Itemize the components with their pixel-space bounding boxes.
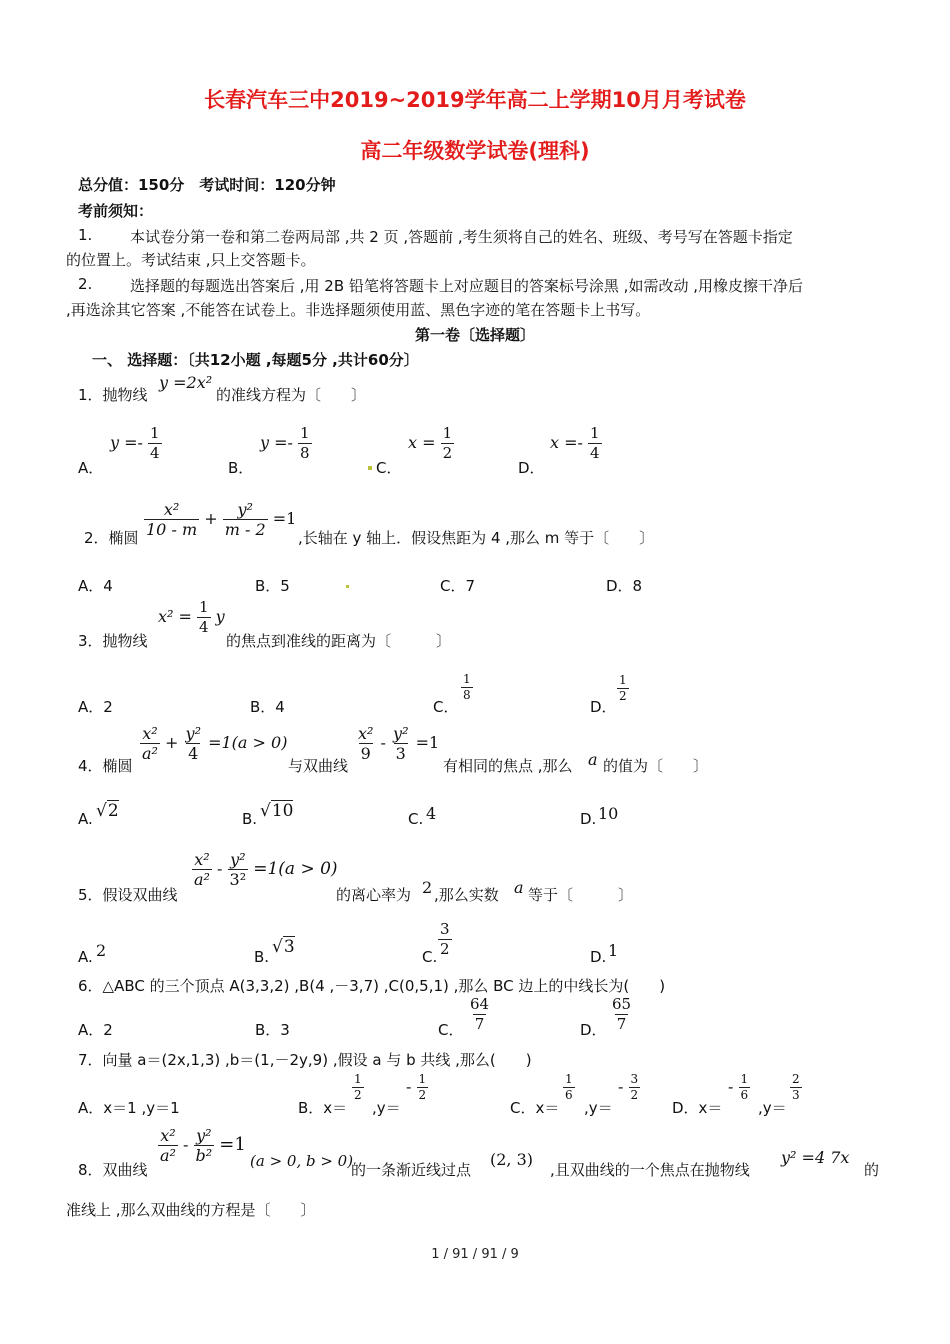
q7-d-ylabel: ,y＝ [758, 1099, 787, 1117]
q7-label-b: B．x＝ [298, 1099, 348, 1117]
q4-n1: x² [142, 724, 158, 743]
q8-n1: x² [160, 1126, 176, 1145]
q5-post1: ,那么实数 [434, 886, 499, 904]
q1-label-d: D． [518, 459, 545, 477]
q3-option-a: A．2 [78, 698, 113, 716]
q4-c-val: 4 [426, 804, 437, 823]
q5-label-c: C. [422, 948, 438, 966]
q5-d-val: 1 [608, 941, 619, 960]
q5-post2: 等于〔 〕 [528, 886, 634, 904]
q8-n2: y² [196, 1126, 212, 1145]
q4-a-val: 2 [107, 801, 119, 821]
q2-option-b: B．5 [255, 577, 290, 595]
speck-mark [368, 466, 372, 470]
exam-subtitle: 高二年级数学试卷(理科) [360, 139, 590, 163]
q5-mid: 的离心率为 [336, 886, 412, 904]
q3-den: 4 [199, 618, 209, 636]
q8-point: (2, 3) [490, 1150, 534, 1169]
q7-b-x [352, 1072, 364, 1103]
q4-label-b: B. [242, 810, 258, 828]
q7-c-x-den: 6 [565, 1088, 573, 1102]
q1-option-a [110, 424, 162, 463]
q5-cond: =1(a > 0) [253, 859, 338, 879]
q2-d2: m - 2 [224, 520, 266, 539]
q1-c-num: 1 [442, 424, 453, 442]
q3-lhs: x² = [158, 607, 192, 626]
q1-b-num: 1 [300, 424, 310, 442]
notice-label: 考前须知： [78, 202, 154, 220]
q1-d-lhs: x =- [550, 433, 583, 452]
q3-d-den: 2 [619, 689, 627, 703]
q2-equation [144, 500, 296, 539]
q7-b-y [406, 1072, 428, 1103]
q6-d-num: 65 [612, 995, 632, 1013]
q6-option-a: A．2 [78, 1021, 113, 1039]
q1-c-lhs: x = [408, 433, 436, 452]
q7-d-y [790, 1072, 802, 1103]
q7-c-y-sign: - [618, 1077, 624, 1096]
q8-line2: 准线上 ,那么双曲线的方程是〔 〕 [66, 1201, 316, 1219]
q7-c-y-den: 2 [630, 1088, 639, 1102]
q4-option-a: √2 [96, 801, 119, 821]
q4-pre: 4．椭圆 [78, 757, 133, 775]
q2-d1: 10 - m [146, 520, 198, 539]
q3-c-num: 1 [463, 672, 471, 686]
q3-post: 的焦点到准线的距离为〔 〕 [226, 632, 452, 650]
q2-post: ,长轴在 y 轴上．假设焦距为 4 ,那么 m 等于〔 〕 [298, 529, 655, 547]
q7-b-x-num: 1 [354, 1072, 362, 1086]
q1-label-c: C． [376, 459, 402, 477]
q4-mid: 与双曲线 [288, 757, 349, 775]
note-2-line2: ,再选涂其它答案 ,不能答在试卷上。非选择题须使用蓝、黑色字迹的笔在答题卡上书写。 [66, 301, 651, 319]
q6-label-d: D． [580, 1021, 607, 1039]
q3-c-den: 8 [463, 688, 471, 702]
q2-pre: 2．椭圆 [84, 529, 139, 547]
section-heading: 一、 选择题：〔共12小题 ,每题5分 ,共计60分〕 [92, 351, 419, 369]
q8-mid: 的一条渐近线过点 [351, 1161, 472, 1179]
q1-d-num: 1 [590, 424, 600, 442]
q1-a-lhs: y =- [110, 433, 143, 452]
q3-pre: 3．抛物线 [78, 632, 148, 650]
q7-c-y [618, 1072, 640, 1103]
q4-label-a: A. [78, 810, 93, 828]
q3-equation [158, 598, 225, 637]
q8-post1: ,且双曲线的一个焦点在抛物线 [550, 1161, 750, 1179]
q8-pre: 8．双曲线 [78, 1161, 148, 1179]
q5-n2: y² [230, 850, 246, 869]
q4-d-val: 10 [598, 804, 619, 823]
q1-post: 的准线方程为〔 〕 [216, 386, 367, 404]
q8-minus: - [183, 1135, 189, 1154]
q2-option-d: D．8 [606, 577, 643, 595]
q2-option-c: C．7 [440, 577, 476, 595]
q3-rhs: y [215, 607, 225, 626]
q7-d-x-sign: - [728, 1077, 734, 1096]
q4-var: a [588, 750, 598, 769]
q6-c-num: 64 [470, 995, 490, 1013]
q4-minus: - [380, 733, 386, 752]
q8-d2: b² [195, 1146, 213, 1165]
q5-val: 2 [422, 878, 433, 897]
q5-label-d: D. [590, 948, 607, 966]
q8-eq: =1 [219, 1134, 246, 1155]
q5-label-a: A. [78, 948, 93, 966]
note-1-line1: 本试卷分第一卷和第二卷两局部 ,共 2 页 ,答题前 ,考生须将自己的姓名、班级、考号写在答题卡指定 [130, 228, 793, 246]
q4-label-c: C. [408, 810, 424, 828]
q5-label-b: B. [254, 948, 270, 966]
q4-hyperbola [356, 724, 439, 763]
note-2-line1: 选择题的每题选出答案后 ,用 2B 铅笔将答题卡上对应题目的答案标号涂黑 ,如需改动 ,用橡皮擦干净后 [130, 277, 803, 295]
q4-label-d: D. [580, 810, 597, 828]
q7-b-y-den: 2 [418, 1088, 427, 1102]
q7-d-x-num: 1 [740, 1072, 749, 1086]
q5-pre: 5．假设双曲线 [78, 886, 178, 904]
note-1-num: 1. [78, 226, 93, 244]
q3-option-b: B．4 [250, 698, 285, 716]
q8-equation [158, 1126, 246, 1165]
q4-d4: 3 [395, 744, 406, 763]
q7-c-x-num: 1 [565, 1072, 573, 1086]
q1-c-den: 2 [442, 444, 453, 462]
q5-d1: a² [194, 870, 210, 889]
q7-d-y-den: 3 [792, 1088, 800, 1102]
q3-label-d: D． [590, 698, 617, 716]
q5-d2: 3² [229, 870, 247, 889]
q6-text: 6．△ABC 的三个顶点 A(3,3,2) ,B(4 ,－3,7) ,C(0,5,1) ,那么 BC 边上的中线长为( ) [78, 977, 666, 995]
q3-label-c: C． [433, 698, 459, 716]
q4-post1: 有相同的焦点 ,那么 [443, 757, 573, 775]
q4-n4: y² [393, 724, 409, 743]
q6-d-den: 7 [616, 1015, 627, 1033]
q4-post2: 的值为〔 〕 [603, 757, 709, 775]
q5-option-c [438, 920, 452, 959]
page-number: 1 / 91 / 91 / 9 [431, 1247, 519, 1262]
q7-b-ylabel: ,y＝ [372, 1099, 401, 1117]
q1-b-lhs: y =- [260, 433, 293, 452]
q6-c-den: 7 [474, 1015, 485, 1033]
q4-option-b: √10 [260, 801, 294, 821]
q1-d-den: 4 [590, 444, 600, 462]
q8-post2: 的 [864, 1161, 880, 1179]
q8-parabola: y² =4 7x [781, 1148, 850, 1167]
q2-plus: + [204, 509, 218, 528]
section-title: 第一卷〔选择题〕 [415, 326, 536, 344]
q5-var: a [514, 878, 524, 897]
q7-c-x [563, 1072, 575, 1103]
q2-eq: =1 [272, 509, 297, 528]
q7-c-y-num: 3 [630, 1072, 639, 1086]
q1-equation: y =2x² [159, 373, 213, 392]
q7-text: 7．向量 a＝(2x,1,3) ,b＝(1,－2y,9) ,假设 a 与 b 共线 ,那么( ) [78, 1051, 532, 1069]
q8-d1: a² [160, 1146, 176, 1165]
q7-label-d: D．x＝ [672, 1099, 723, 1117]
q5-b-val: 3 [283, 937, 295, 957]
q7-b-y-num: 1 [418, 1072, 427, 1086]
q4-b-val: 10 [271, 801, 294, 821]
q4-ellipse: $\frac{\text{x²}}{\text{a²}}$ + $\frac{\text{y²}}{4}$ =1(a > 0) [142, 724, 288, 763]
q4-eq: =1 [415, 733, 440, 752]
note-1-line2: 的位置上。考试结束 ,只上交答题卡。 [66, 251, 316, 269]
q1-a-num: 1 [150, 424, 160, 442]
q5-c-num: 3 [440, 920, 450, 938]
q7-d-x-den: 6 [740, 1088, 749, 1102]
q5-minus: - [217, 859, 223, 878]
q5-option-b: √3 [272, 937, 295, 957]
speck-mark [346, 585, 349, 588]
q1-option-c [408, 424, 454, 463]
exam-title: 长春汽车三中2019~2019学年高二上学期10月月考试卷 [204, 88, 746, 112]
q7-label-c: C．x＝ [510, 1099, 560, 1117]
q7-b-x-den: 2 [354, 1088, 362, 1102]
q3-d-num: 1 [619, 673, 627, 687]
q4-d2: 4 [188, 744, 199, 763]
q6-option-b: B．3 [255, 1021, 290, 1039]
q3-option-d [617, 673, 629, 704]
q6-option-c [468, 995, 491, 1034]
q4-n3: x² [358, 724, 374, 743]
q4-n2: y² [185, 724, 201, 743]
q8-cond: (a > 0, b > 0) [250, 1152, 354, 1170]
q2-option-a: A．4 [78, 577, 113, 595]
q3-option-c [461, 672, 473, 703]
q4-d3: 9 [360, 744, 371, 763]
q5-equation [192, 850, 338, 889]
q1-option-d [550, 424, 602, 463]
exam-info: 总分值：150分 考试时间：120分钟 [78, 176, 336, 194]
q1-label-a: A． [78, 459, 104, 477]
q3-num: 1 [199, 598, 209, 616]
q7-d-x [728, 1072, 750, 1103]
q4-cond: =1(a > 0) [208, 733, 288, 752]
note-2-num: 2. [78, 275, 93, 293]
q2-n2: y² [237, 500, 253, 519]
q7-b-y-sign: - [406, 1077, 412, 1096]
q5-c-den: 2 [440, 940, 450, 958]
q2-n1: x² [163, 500, 180, 519]
q6-option-d [610, 995, 633, 1034]
q5-n1: x² [194, 850, 210, 869]
q6-label-c: C． [438, 1021, 464, 1039]
q1-b-den: 8 [300, 444, 310, 462]
q5-a-val: 2 [96, 941, 107, 960]
q7-d-y-num: 2 [792, 1072, 800, 1086]
q4-d1: a² [142, 744, 158, 763]
q1-option-b [260, 424, 312, 463]
q7-option-a: A．x＝1 ,y＝1 [78, 1099, 180, 1117]
q7-c-ylabel: ,y＝ [584, 1099, 613, 1117]
q1-pre: 1．抛物线 [78, 386, 148, 404]
q1-a-den: 4 [150, 444, 160, 462]
q1-label-b: B． [228, 459, 254, 477]
